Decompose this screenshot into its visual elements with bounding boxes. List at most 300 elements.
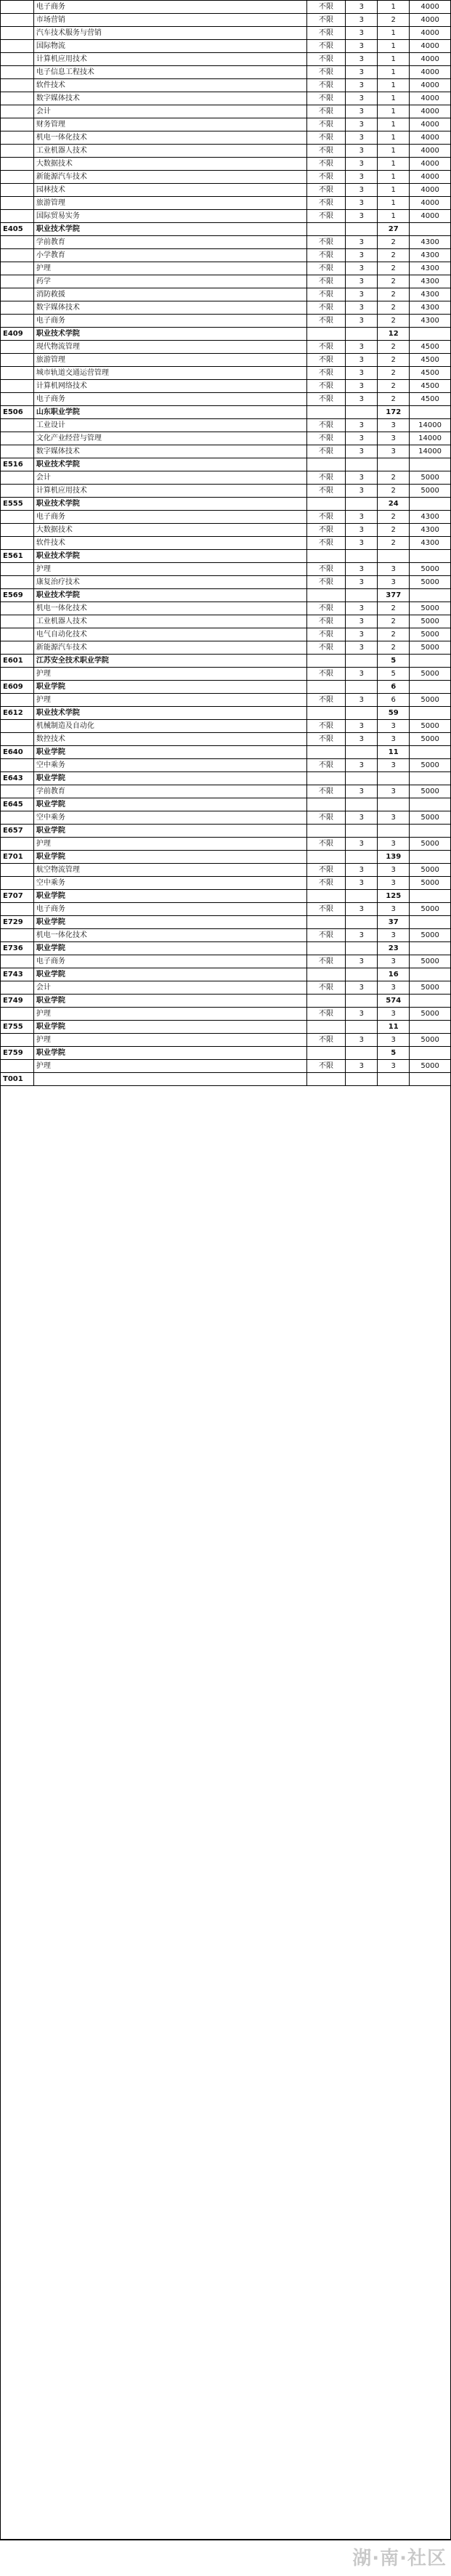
institution-row bbox=[1, 589, 450, 602]
row-fee bbox=[410, 851, 450, 863]
row-years: 3 bbox=[346, 1034, 378, 1046]
row-subject bbox=[307, 1073, 346, 1085]
program-row bbox=[1, 1, 450, 14]
row-count: 2 bbox=[378, 615, 410, 628]
row-count: 3 bbox=[378, 864, 410, 876]
row-count: 1 bbox=[378, 210, 410, 222]
row-years: 3 bbox=[346, 864, 378, 876]
row-years: 3 bbox=[346, 929, 378, 941]
row-code: E612 bbox=[1, 707, 34, 719]
row-fee: 14000 bbox=[418, 434, 442, 442]
row-years: 3 bbox=[346, 563, 378, 575]
row-years: 3 bbox=[346, 27, 378, 39]
row-code: E601 bbox=[1, 655, 34, 667]
row-count: 6 bbox=[378, 681, 410, 693]
row-years bbox=[346, 681, 378, 693]
row-subject: 不限 bbox=[307, 171, 346, 183]
row-subject: 不限 bbox=[307, 615, 346, 628]
row-name: 工业设计 bbox=[34, 419, 307, 432]
row-subject: 不限 bbox=[307, 864, 346, 876]
row-name: 护理 bbox=[34, 1060, 307, 1072]
row-fee: 4300 bbox=[420, 251, 439, 259]
row-name: 现代物流管理 bbox=[34, 341, 307, 353]
program-row bbox=[1, 955, 450, 968]
row-count bbox=[378, 458, 410, 471]
row-subject: 不限 bbox=[307, 66, 346, 78]
row-subject: 不限 bbox=[307, 92, 346, 105]
institution-row bbox=[1, 772, 450, 785]
row-name: 大数据技术 bbox=[34, 524, 307, 536]
row-fee: 4500 bbox=[420, 356, 439, 364]
row-count: 1 bbox=[378, 131, 410, 144]
row-code bbox=[1, 1034, 34, 1046]
row-subject: 不限 bbox=[307, 1008, 346, 1020]
row-count bbox=[378, 772, 410, 785]
row-code bbox=[1, 275, 34, 288]
row-name: 消防救援 bbox=[34, 288, 307, 301]
row-name: 护理 bbox=[34, 838, 307, 850]
row-code: E561 bbox=[1, 550, 34, 562]
row-name: 园林技术 bbox=[34, 184, 307, 196]
row-code: E643 bbox=[1, 772, 34, 785]
program-row bbox=[1, 864, 450, 877]
row-code bbox=[1, 602, 34, 615]
row-code bbox=[1, 694, 34, 706]
row-code bbox=[1, 485, 34, 497]
row-count: 23 bbox=[378, 942, 410, 955]
row-subject: 不限 bbox=[307, 628, 346, 641]
row-years: 3 bbox=[346, 145, 378, 157]
row-code bbox=[1, 367, 34, 379]
row-count: 3 bbox=[378, 903, 410, 915]
row-code: E506 bbox=[1, 406, 34, 418]
row-name: 汽车技术服务与营销 bbox=[34, 27, 307, 39]
row-code: E749 bbox=[1, 995, 34, 1007]
row-years bbox=[346, 916, 378, 928]
row-count: 3 bbox=[378, 432, 410, 445]
row-count: 2 bbox=[378, 380, 410, 392]
row-subject: 不限 bbox=[307, 184, 346, 196]
row-fee bbox=[410, 223, 450, 235]
row-years: 3 bbox=[346, 301, 378, 314]
row-code bbox=[1, 171, 34, 183]
row-count: 3 bbox=[378, 877, 410, 889]
row-name: 康复治疗技术 bbox=[34, 576, 307, 588]
row-count: 2 bbox=[378, 301, 410, 314]
row-fee: 5000 bbox=[420, 722, 439, 730]
row-subject: 不限 bbox=[307, 733, 346, 745]
watermark: 湖·南·社区 bbox=[352, 2548, 447, 2569]
row-count: 3 bbox=[378, 785, 410, 798]
institution-row bbox=[1, 1021, 450, 1034]
row-subject: 不限 bbox=[307, 354, 346, 366]
row-years bbox=[346, 498, 378, 510]
row-name: 职业学院 bbox=[34, 968, 307, 981]
row-years: 3 bbox=[346, 79, 378, 92]
row-fee: 4300 bbox=[420, 317, 439, 325]
row-name: 文化产业经营与管理 bbox=[34, 432, 307, 445]
row-subject: 不限 bbox=[307, 981, 346, 994]
row-subject bbox=[307, 328, 346, 340]
row-code: E555 bbox=[1, 498, 34, 510]
program-row bbox=[1, 733, 450, 746]
row-fee: 5000 bbox=[420, 866, 439, 874]
row-count bbox=[378, 550, 410, 562]
row-years: 3 bbox=[346, 720, 378, 732]
program-row bbox=[1, 236, 450, 249]
row-count bbox=[378, 825, 410, 837]
row-count: 3 bbox=[378, 811, 410, 824]
row-fee bbox=[410, 655, 450, 667]
row-years: 3 bbox=[346, 197, 378, 209]
row-count: 125 bbox=[378, 890, 410, 902]
row-code: E409 bbox=[1, 328, 34, 340]
row-fee bbox=[410, 825, 450, 837]
row-count: 3 bbox=[378, 720, 410, 732]
row-fee: 4000 bbox=[420, 94, 439, 102]
row-name: 计算机网络技术 bbox=[34, 380, 307, 392]
row-fee: 5000 bbox=[420, 474, 439, 482]
row-years: 3 bbox=[346, 105, 378, 118]
institution-row bbox=[1, 1047, 450, 1060]
row-fee bbox=[410, 681, 450, 693]
row-fee: 4300 bbox=[420, 526, 439, 534]
row-count: 12 bbox=[378, 328, 410, 340]
program-row bbox=[1, 341, 450, 354]
program-row bbox=[1, 184, 450, 197]
row-name: 护理 bbox=[34, 262, 307, 275]
program-row bbox=[1, 53, 450, 66]
row-subject: 不限 bbox=[307, 393, 346, 405]
row-fee: 4500 bbox=[420, 343, 439, 351]
row-name: 国际物流 bbox=[34, 40, 307, 52]
institution-row bbox=[1, 458, 450, 471]
row-code bbox=[1, 197, 34, 209]
program-row bbox=[1, 838, 450, 851]
row-name: 数控技术 bbox=[34, 733, 307, 745]
row-fee bbox=[410, 746, 450, 758]
row-code bbox=[1, 14, 34, 26]
row-fee bbox=[410, 707, 450, 719]
row-name: 护理 bbox=[34, 1008, 307, 1020]
row-code: E640 bbox=[1, 746, 34, 758]
row-years bbox=[346, 707, 378, 719]
row-years: 3 bbox=[346, 210, 378, 222]
row-code bbox=[1, 341, 34, 353]
row-code bbox=[1, 301, 34, 314]
row-count: 27 bbox=[378, 223, 410, 235]
row-years bbox=[346, 798, 378, 811]
row-code bbox=[1, 955, 34, 968]
row-count: 2 bbox=[378, 249, 410, 262]
row-years: 3 bbox=[346, 1008, 378, 1020]
row-code bbox=[1, 733, 34, 745]
row-name: 软件技术 bbox=[34, 537, 307, 549]
row-years: 3 bbox=[346, 367, 378, 379]
row-code bbox=[1, 262, 34, 275]
row-fee: 4000 bbox=[420, 3, 439, 11]
row-subject: 不限 bbox=[307, 720, 346, 732]
row-years bbox=[346, 772, 378, 785]
program-row bbox=[1, 1060, 450, 1073]
row-years: 3 bbox=[346, 1060, 378, 1072]
row-subject: 不限 bbox=[307, 236, 346, 248]
row-subject: 不限 bbox=[307, 301, 346, 314]
program-row bbox=[1, 158, 450, 171]
row-name: 电子商务 bbox=[34, 1, 307, 13]
row-fee: 4000 bbox=[420, 160, 439, 168]
row-fee: 5000 bbox=[420, 487, 439, 495]
row-subject: 不限 bbox=[307, 432, 346, 445]
row-name: 职业学院 bbox=[34, 746, 307, 758]
row-fee: 4300 bbox=[420, 304, 439, 312]
row-fee: 4000 bbox=[420, 68, 439, 76]
row-subject: 不限 bbox=[307, 929, 346, 941]
program-row bbox=[1, 301, 450, 315]
row-code bbox=[1, 1060, 34, 1072]
row-years: 3 bbox=[346, 236, 378, 248]
row-fee: 14000 bbox=[418, 421, 442, 429]
program-row bbox=[1, 380, 450, 393]
institution-row bbox=[1, 223, 450, 236]
row-code bbox=[1, 981, 34, 994]
row-name: 工业机器人技术 bbox=[34, 145, 307, 157]
row-count: 24 bbox=[378, 498, 410, 510]
row-name: 电子信息工程技术 bbox=[34, 66, 307, 78]
row-code bbox=[1, 903, 34, 915]
row-years: 3 bbox=[346, 1, 378, 13]
row-name: 会计 bbox=[34, 981, 307, 994]
row-name: 空中乘务 bbox=[34, 759, 307, 771]
row-subject bbox=[307, 968, 346, 981]
row-name: 计算机应用技术 bbox=[34, 53, 307, 65]
row-name: 机电一体化技术 bbox=[34, 602, 307, 615]
institution-row bbox=[1, 550, 450, 563]
row-count: 11 bbox=[378, 1021, 410, 1033]
row-code bbox=[1, 1, 34, 13]
row-fee bbox=[410, 942, 450, 955]
program-row bbox=[1, 602, 450, 615]
row-count: 3 bbox=[378, 419, 410, 432]
row-code: E645 bbox=[1, 798, 34, 811]
row-code bbox=[1, 105, 34, 118]
row-count: 3 bbox=[378, 733, 410, 745]
row-fee bbox=[410, 589, 450, 602]
row-count: 1 bbox=[378, 40, 410, 52]
row-count: 2 bbox=[378, 485, 410, 497]
row-years: 3 bbox=[346, 955, 378, 968]
row-subject: 不限 bbox=[307, 668, 346, 680]
row-count: 5 bbox=[378, 655, 410, 667]
row-subject: 不限 bbox=[307, 380, 346, 392]
row-name: 工业机器人技术 bbox=[34, 615, 307, 628]
row-subject bbox=[307, 550, 346, 562]
row-subject: 不限 bbox=[307, 511, 346, 523]
row-code bbox=[1, 720, 34, 732]
row-count: 3 bbox=[378, 1060, 410, 1072]
row-years: 3 bbox=[346, 733, 378, 745]
row-count: 2 bbox=[378, 628, 410, 641]
program-row bbox=[1, 576, 450, 589]
row-name: 职业学院 bbox=[34, 798, 307, 811]
row-years bbox=[346, 942, 378, 955]
program-row bbox=[1, 275, 450, 288]
row-subject: 不限 bbox=[307, 262, 346, 275]
row-subject: 不限 bbox=[307, 288, 346, 301]
row-name: 药学 bbox=[34, 275, 307, 288]
row-subject: 不限 bbox=[307, 275, 346, 288]
row-name: 职业学院 bbox=[34, 851, 307, 863]
row-years bbox=[346, 890, 378, 902]
row-name: 职业学院 bbox=[34, 825, 307, 837]
row-name: 职业技术学院 bbox=[34, 458, 307, 471]
row-code bbox=[1, 249, 34, 262]
program-row bbox=[1, 171, 450, 184]
row-count: 2 bbox=[378, 236, 410, 248]
row-code: E759 bbox=[1, 1047, 34, 1059]
row-name: 新能源汽车技术 bbox=[34, 171, 307, 183]
row-fee: 4000 bbox=[420, 108, 439, 116]
institution-row bbox=[1, 498, 450, 511]
row-subject: 不限 bbox=[307, 576, 346, 588]
row-code bbox=[1, 445, 34, 458]
program-row bbox=[1, 315, 450, 328]
row-name: 会计 bbox=[34, 105, 307, 118]
row-code bbox=[1, 354, 34, 366]
row-count: 2 bbox=[378, 275, 410, 288]
row-years: 3 bbox=[346, 615, 378, 628]
row-subject: 不限 bbox=[307, 877, 346, 889]
program-row bbox=[1, 131, 450, 145]
row-years: 3 bbox=[346, 524, 378, 536]
row-years: 3 bbox=[346, 602, 378, 615]
row-fee: 4000 bbox=[420, 186, 439, 194]
row-fee: 4000 bbox=[420, 29, 439, 37]
row-subject bbox=[307, 589, 346, 602]
row-count: 2 bbox=[378, 14, 410, 26]
row-subject: 不限 bbox=[307, 145, 346, 157]
institution-row bbox=[1, 825, 450, 838]
row-name: 职业学院 bbox=[34, 995, 307, 1007]
row-code bbox=[1, 576, 34, 588]
row-years: 3 bbox=[346, 315, 378, 327]
row-fee: 5000 bbox=[420, 814, 439, 822]
row-name: 职业技术学院 bbox=[34, 223, 307, 235]
row-count: 2 bbox=[378, 315, 410, 327]
row-fee: 4000 bbox=[420, 16, 439, 24]
row-code: E657 bbox=[1, 825, 34, 837]
row-subject: 不限 bbox=[307, 524, 346, 536]
row-count: 172 bbox=[378, 406, 410, 418]
row-subject: 不限 bbox=[307, 1, 346, 13]
program-row bbox=[1, 66, 450, 79]
row-years: 3 bbox=[346, 171, 378, 183]
row-years: 3 bbox=[346, 628, 378, 641]
row-subject bbox=[307, 890, 346, 902]
row-code: E729 bbox=[1, 916, 34, 928]
row-code bbox=[1, 511, 34, 523]
program-row bbox=[1, 981, 450, 995]
row-years: 3 bbox=[346, 811, 378, 824]
row-fee: 4500 bbox=[420, 382, 439, 390]
row-subject: 不限 bbox=[307, 785, 346, 798]
row-code: E405 bbox=[1, 223, 34, 235]
row-fee bbox=[410, 328, 450, 340]
row-code: E516 bbox=[1, 458, 34, 471]
row-name: 数字媒体技术 bbox=[34, 301, 307, 314]
program-row bbox=[1, 615, 450, 628]
row-years: 3 bbox=[346, 380, 378, 392]
row-code bbox=[1, 759, 34, 771]
row-code bbox=[1, 432, 34, 445]
program-row bbox=[1, 79, 450, 92]
row-name: 旅游管理 bbox=[34, 197, 307, 209]
row-years bbox=[346, 995, 378, 1007]
row-subject bbox=[307, 772, 346, 785]
row-fee: 4000 bbox=[420, 212, 439, 220]
row-code: E736 bbox=[1, 942, 34, 955]
institution-row bbox=[1, 328, 450, 341]
row-name: 城市轨道交通运营管理 bbox=[34, 367, 307, 379]
row-count: 1 bbox=[378, 197, 410, 209]
row-subject bbox=[307, 223, 346, 235]
row-code bbox=[1, 236, 34, 248]
row-subject: 不限 bbox=[307, 485, 346, 497]
row-subject bbox=[307, 707, 346, 719]
row-name: 电子商务 bbox=[34, 955, 307, 968]
row-name: 数字媒体技术 bbox=[34, 445, 307, 458]
row-years bbox=[346, 458, 378, 471]
row-count: 3 bbox=[378, 759, 410, 771]
row-code bbox=[1, 1008, 34, 1020]
row-code bbox=[1, 811, 34, 824]
row-years: 3 bbox=[346, 288, 378, 301]
row-subject bbox=[307, 681, 346, 693]
row-name: 护理 bbox=[34, 668, 307, 680]
row-fee bbox=[410, 498, 450, 510]
row-name: 旅游管理 bbox=[34, 354, 307, 366]
row-fee: 5000 bbox=[420, 578, 439, 586]
row-subject: 不限 bbox=[307, 27, 346, 39]
row-count: 1 bbox=[378, 105, 410, 118]
row-name: 航空物流管理 bbox=[34, 864, 307, 876]
row-name: 机械制造及自动化 bbox=[34, 720, 307, 732]
row-name: 电气自动化技术 bbox=[34, 628, 307, 641]
program-row bbox=[1, 759, 450, 772]
row-count: 2 bbox=[378, 524, 410, 536]
row-code bbox=[1, 66, 34, 78]
row-name: 财务管理 bbox=[34, 118, 307, 131]
program-row bbox=[1, 118, 450, 131]
row-count: 2 bbox=[378, 471, 410, 484]
program-row bbox=[1, 694, 450, 707]
row-subject: 不限 bbox=[307, 118, 346, 131]
row-subject bbox=[307, 406, 346, 418]
row-fee: 4000 bbox=[420, 173, 439, 181]
row-count: 3 bbox=[378, 1034, 410, 1046]
row-count: 1 bbox=[378, 171, 410, 183]
row-name: 软件技术 bbox=[34, 79, 307, 92]
row-subject: 不限 bbox=[307, 694, 346, 706]
row-name: 大数据技术 bbox=[34, 158, 307, 170]
row-years: 3 bbox=[346, 275, 378, 288]
row-code bbox=[1, 380, 34, 392]
row-fee: 5000 bbox=[420, 565, 439, 573]
row-subject bbox=[307, 798, 346, 811]
row-subject: 不限 bbox=[307, 53, 346, 65]
program-row bbox=[1, 720, 450, 733]
row-subject: 不限 bbox=[307, 158, 346, 170]
